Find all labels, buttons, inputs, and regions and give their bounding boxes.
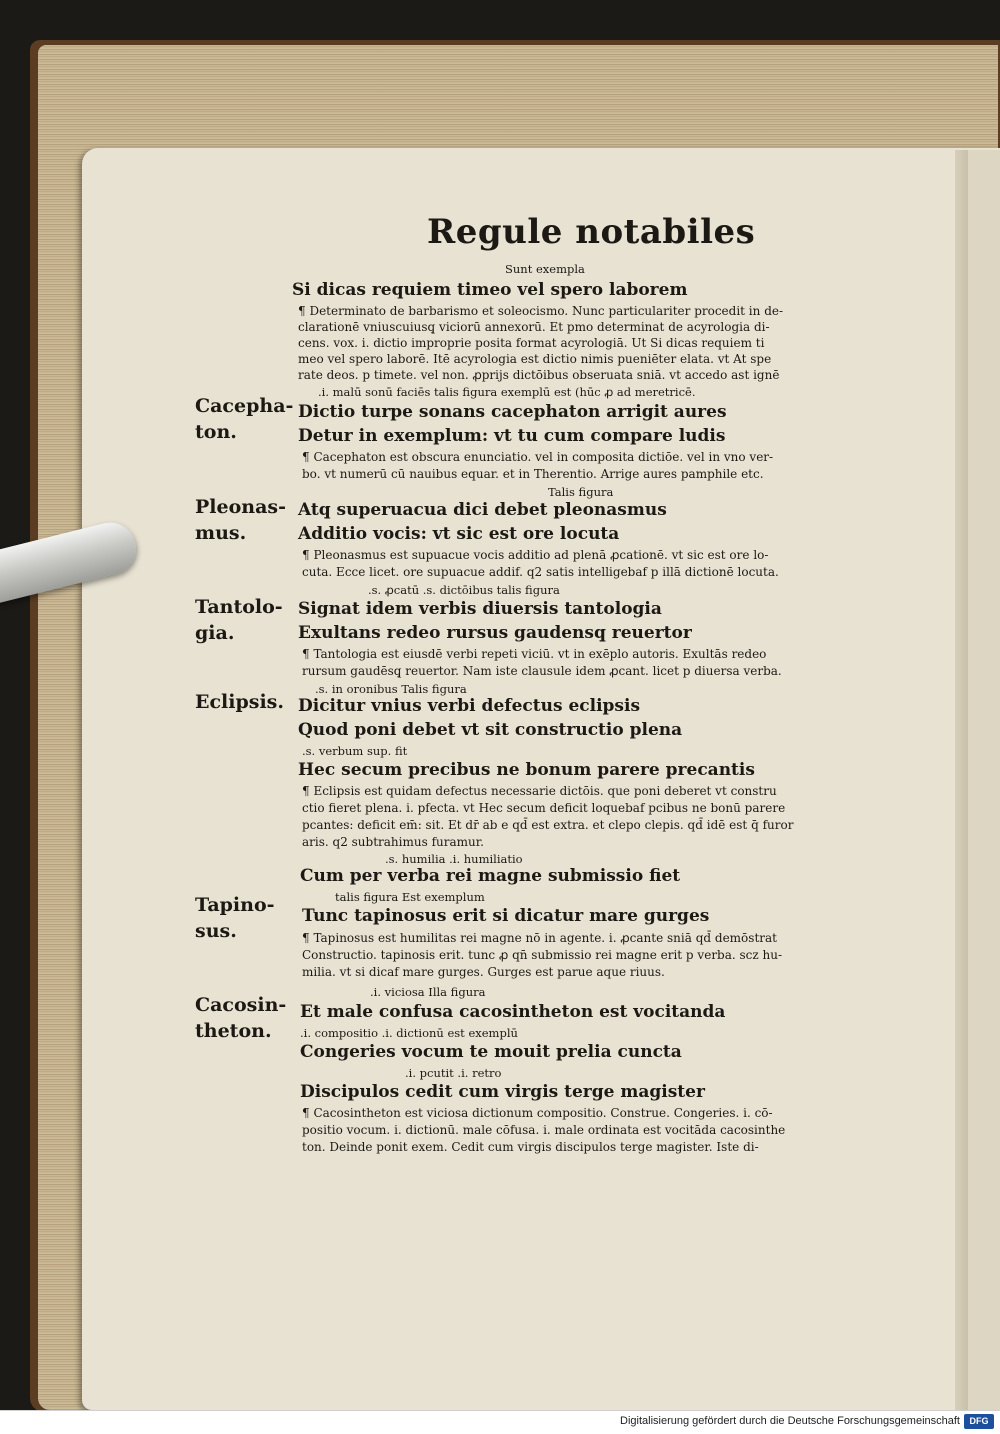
commentary-line: clarationē vniuscuiusq̧ viciorū annexorū. Et pmo determinat de acyrologia di- [298,320,770,334]
commentary-line: milia. vt si dicaf mare gurges. Gurges est parue aque riuus. [302,965,665,979]
commentary-line: ¶ Tantologia est eiusdē verbi repeti viciū. vt in exēplo autoris. Exultās redeo [302,647,767,661]
gloss-line: .i. viciosa Illa figura [370,985,486,999]
verse-line: Dictio turpe sonans cacephaton arrigit aures [298,402,727,422]
commentary-line: ¶ Cacosintheton est viciosa dictionum compositio. Construe. Congeries. i. cō- [302,1106,773,1120]
gloss-line: .s. ꝓcatū .s. dictōibus talis figura [368,583,560,597]
commentary-line: aris. q2 subtrahimus furamur. [302,835,484,849]
verse-line: Quod poni debet vt sit constructio plena [298,720,683,740]
verse-line: Atq̧ superuacua dici debet pleonasmus [298,500,667,520]
margin-note: gia. [195,622,235,644]
funding-credit: Digitalisierung gefördert durch die Deutsche Forschungsgemeinschaft [620,1415,960,1427]
commentary-line: ¶ Tapinosus est humilitas rei magne nō in agente. i. ꝓcante sniā qd̄ demōstrat [302,931,777,945]
commentary-line: ¶ Determinato de barbarismo et soleocismo. Nunc particulariter procedit in de- [298,304,784,318]
footer-bar [0,1410,1000,1434]
commentary-line: ton. Deinde ponit exem. Cedit cum virgis discipulos terge magister. Iste di- [302,1140,759,1154]
commentary-line: rate deos. p timete. vel non. ꝓprijs dictōibus obseruata sniā. vt accedo ast ignē [298,368,780,382]
gloss-line: .s. in oronibus Talis figura [315,682,467,696]
verse-line: Detur in exemplum: vt tu cum compare ludis [298,426,726,446]
verse-line: Discipulos cedit cum virgis terge magister [300,1082,705,1102]
gloss-line: Talis figura [548,485,614,499]
gloss-line: .i. malū sonū faciēs talis figura exemplū est (hūc ꝓ ad meretricē. [318,385,696,399]
verse-line: Hec secum precibus ne bonum parere precantis [298,760,755,780]
commentary-line: pcantes: deficit em̄: sit. Et dr̄ ab e qd̄ est extra. et clepo clepis. qd̄ idē est q̄ furor [302,818,794,832]
verse-line: Et male confusa cacosintheton est vocitanda [300,1002,726,1022]
verse-line: Exultans redeo rursus gaudensq̧ reuertor [298,623,692,643]
verse-line: Congeries vocum te mouit prelia cuncta [300,1042,682,1062]
dfg-logo: DFG [964,1414,994,1429]
commentary-line: ¶ Cacephaton est obscura enunciatio. vel in composita dictiōe. vel in vno ver- [302,450,774,464]
verse-line: Si dicas requiem timeo vel spero laborem [292,280,688,300]
commentary-line: ¶ Eclipsis est quidam defectus necessarie dictōis. que poni deberet vt constru [302,784,777,798]
margin-note: Tantolo- [195,596,283,618]
verse-line: Signat idem verbis diuersis tantologia [298,599,662,619]
margin-note: mus. [195,522,247,544]
commentary-line: ctio fieret plena. i. pfecta. vt Hec secum deficit loquebaf pcibus ne bonū parere [302,801,786,815]
margin-note: sus. [195,920,237,942]
gloss-line: .i. pcutit .i. retro [405,1066,502,1080]
commentary-line: bo. vt numerū cū nauibus equar. et in Therentio. Arrige aures pamphile etc. [302,467,764,481]
commentary-line: ¶ Pleonasmus est supuacue vocis additio ad plenā ꝓcationē. vt sic est ore lo- [302,548,769,562]
gloss-line: Sunt exempla [505,262,585,276]
verse-line: Tunc tapinosus erit si dicatur mare gurges [302,906,710,926]
gloss-line: talis figura Est exemplum [335,890,485,904]
margin-note: Pleonas- [195,496,286,518]
verse-line: Dicitur vnius verbi defectus eclipsis [298,696,641,716]
margin-note: Tapino- [195,894,275,916]
gloss-line: .s. humilia .i. humiliatio [385,852,523,866]
margin-note: Cacepha- [195,395,294,417]
commentary-line: cens. vox. i. dictio improprie posita format acyrologiā. Ut Si dicas requiem ti [298,336,765,350]
page-heading: Regule notabiles [427,212,756,252]
verse-line: Cum per verba rei magne submissio fiet [300,866,681,886]
margin-note: ton. [195,421,237,443]
margin-note: Cacosin- [195,994,287,1016]
verse-line: Additio vocis: vt sic est ore locuta [298,524,620,544]
commentary-line: cuta. Ecce licet. ore supuacue addif. q2 satis intelligebaf p illā dictionē locuta. [302,565,779,579]
commentary-line: Constructio. tapinosis erit. tunc ꝓ qn̄ submissio rei magne erit p verba. scz hu- [302,948,783,962]
margin-note: theton. [195,1020,272,1042]
commentary-line: positio vocum. i. dictionū. male cōfusa. i. male ordinata est vocitāda cacosinthe [302,1123,786,1137]
margin-note: Eclipsis. [195,691,284,713]
facing-page-edge [968,150,1000,1410]
gloss-line: .i. compositio .i. dictionū est exemplū [300,1026,518,1040]
commentary-line: meo vel spero laborē. Itē acyrologia est dictio nimis pueniēter elata. vt At spe [298,352,772,366]
gloss-line: .s. verbum sup. fit [302,744,408,758]
commentary-line: rursum gaudēsq̧ reuertor. Nam iste clausule idem ꝓcant. licet p diuersa verba. [302,664,782,678]
